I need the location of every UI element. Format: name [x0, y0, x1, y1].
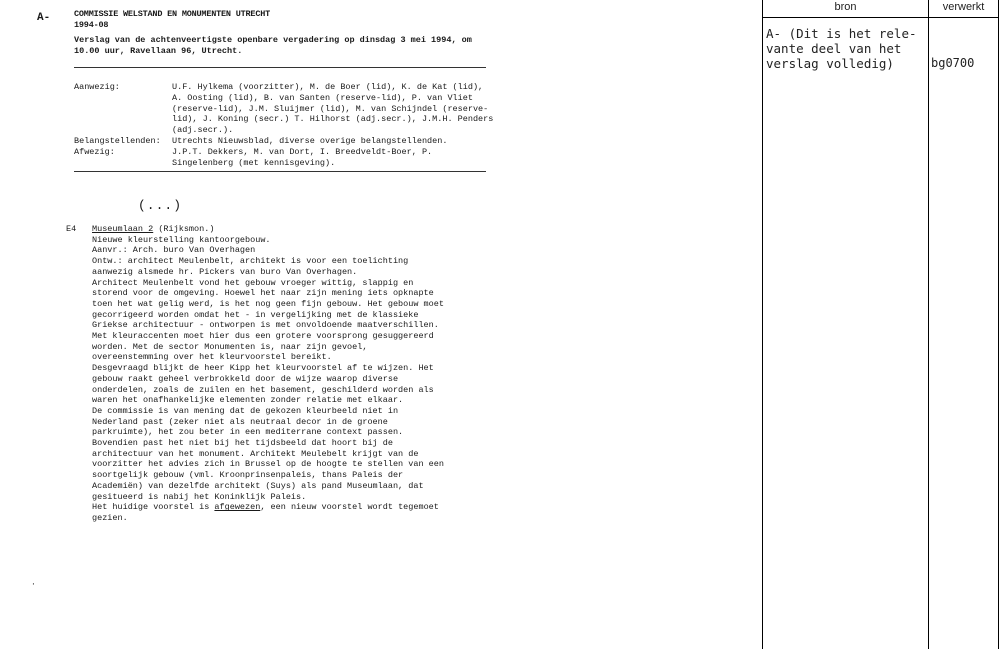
item-line: gebouw raakt geheel verbrokkeld door de wijze waarop diverse [92, 373, 399, 384]
attendance-block [74, 82, 494, 168]
omission-marker: (...) [138, 198, 183, 213]
section-marker: A- [37, 12, 51, 24]
attendance-value: U.F. Hylkema (voorzitter), M. de Boer (lid), K. de Kat (lid), A. Oosting (lid), B. van Santen (reserve-lid), P. van Vliet (reserve-lid), J.M. Sluijmer (lid), M. van Schijndel (reserve-lid), J. Koning (secr.) T. Hilhorst (adj.secr.), J.M.H. Penders (adj.secr.). [172, 82, 494, 136]
item-line: toen het wat gelig werd, is het nog geen fijn gebouw. Het gebouw moet [92, 298, 444, 309]
document-number: 1994-08 [74, 20, 109, 30]
item-line: Desgevraagd blijkt de heer Kipp het kleurvoorstel af te wijzen. Het [92, 363, 434, 374]
panel-header-divider [762, 17, 999, 18]
item-line: gesitueerd is nabij het Koninklijk Paleis. [92, 491, 307, 502]
item-address-suffix: (Rijksmon.) [153, 224, 215, 234]
column-header-bron: bron [834, 1, 857, 13]
bron-line: vante deel van het [766, 41, 902, 56]
attendance-label: Aanwezig: [74, 82, 120, 92]
verdict-suffix: , een nieuw voorstel wordt tegemoet [260, 502, 439, 513]
item-line: worden. Met de sector Monumenten is, naar zijn gevoel, [92, 341, 368, 352]
commission-name: COMMISSIE WELSTAND EN MONUMENTEN UTRECHT [74, 9, 271, 19]
item-line: soortgelijk gebouw (vml. Kroonprinsenpaleis, thans Paleis der [92, 470, 404, 481]
item-line: gecorrigeerd worden omdat het - in vergelijking met de klassieke [92, 309, 419, 320]
item-address: Museumlaan 2 [92, 224, 154, 234]
scan-speck: · [31, 580, 36, 589]
attendance-label: Belangstellenden: [74, 135, 161, 146]
item-line: voorzitter het advies zich in Brussel op de hoogte te stellen van een [92, 459, 444, 470]
item-line: Griekse architectuur - ontworpen is met onvoldoende maatverschillen. [92, 320, 439, 331]
bron-annotation [766, 26, 924, 71]
bron-line: A- (Dit is het rele- [766, 26, 917, 41]
attendance-row-present [74, 82, 494, 136]
item-line: Nieuwe kleurstelling kantoorgebouw. [92, 234, 271, 245]
agenda-item [92, 224, 457, 524]
verdict: afgewezen [214, 502, 261, 513]
column-header-verwerkt: verwerkt [942, 1, 985, 13]
report-title: Verslag van de achtenveertigste openbare vergadering op dinsdag 3 mei 1994, om 10.00 uur, Ravellaan 96, Utrecht. [74, 35, 472, 56]
attendance-row-absent [74, 147, 494, 169]
item-number: E4 [66, 224, 77, 234]
item-line: overeenstemming over het kleurvoorstel bereikt. [92, 352, 332, 363]
item-address-line [92, 224, 457, 235]
item-line: aanwezig alsmede hr. Pickers van buro Van Overhagen. [92, 266, 358, 277]
attendance-value: Utrechts Nieuwsblad, diverse overige belangstellenden. [172, 135, 448, 146]
panel-column-divider [928, 0, 929, 649]
item-line: parkruimte), het zou beter in een mediterrane context passen. [92, 427, 404, 438]
document-header [74, 9, 494, 57]
item-line: Bovendien past het niet bij het tijdsbeeld dat hoort bij de [92, 438, 393, 449]
item-line: Nederland past (zeker niet als neutraal decor in de groene [92, 416, 388, 427]
bron-line: verslag volledig) [766, 56, 894, 71]
item-line: De commissie is van mening dat de gekozen kleurbeeld niet in [92, 405, 399, 416]
item-line: storend voor de omgeving. Hoewel het naar zijn mening iets opknapte [92, 288, 434, 299]
item-last-line: gezien. [92, 512, 128, 523]
item-line: Academiën) van dezelfde architekt (Suys) als pand Museumlaan, dat [92, 480, 424, 491]
item-line: onderdelen, zoals de zuilen en het basement, geschilderd worden als [92, 384, 434, 395]
verwerkt-annotation: bg0700 [931, 56, 975, 70]
item-line: waren het onafhankelijke elementen zonder relatie met elkaar. [92, 395, 404, 406]
attendance-value: J.P.T. Dekkers, M. van Dort, I. Breedveldt-Boer, P. Singelenberg (met kennisgeving). [172, 146, 433, 168]
header-divider [74, 67, 486, 68]
panel-left-border [762, 0, 763, 649]
item-verdict-line [92, 502, 457, 513]
attendance-label: Afwezig: [74, 146, 115, 157]
item-line: architectuur van het monument. Architekt Meulebelt krijgt van de [92, 448, 419, 459]
attendance-row-interested [74, 136, 494, 147]
item-line: Ontw.: architect Meulenbelt, architekt is voor een toelichting [92, 256, 409, 267]
verdict-prefix: Het huidige voorstel is [92, 502, 215, 513]
item-line: Architect Meulenbelt vond het gebouw vroeger wittig, slappig en [92, 277, 414, 288]
item-line: Met kleuraccenten moet hier dus een grotere voorsprong gesuggereerd [92, 331, 434, 342]
panel-right-border [998, 0, 999, 649]
item-body [92, 235, 457, 503]
item-line: Aanvr.: Arch. buro Van Overhagen [92, 245, 256, 256]
attendance-divider [74, 171, 486, 172]
